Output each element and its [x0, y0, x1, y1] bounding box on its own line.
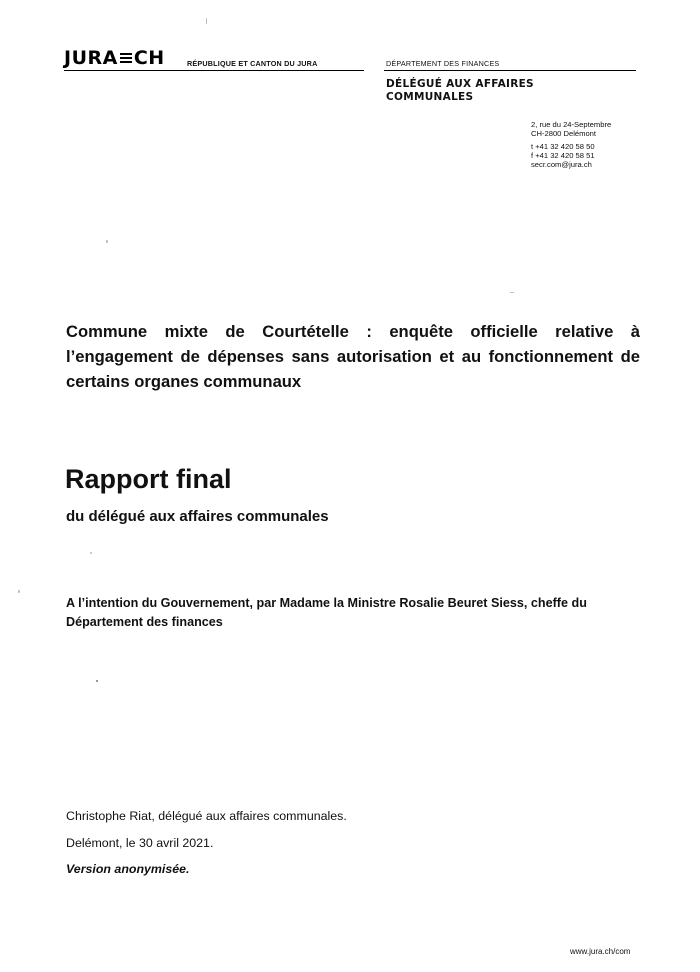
footer-url: www.jura.ch/com: [570, 947, 631, 956]
version-note: Version anonymisée.: [66, 862, 190, 876]
department-label: DÉPARTEMENT DES FINANCES: [386, 59, 500, 68]
scan-speck: [106, 240, 108, 243]
jura-ch-logo: [64, 48, 165, 68]
header-rule-left: [64, 70, 364, 71]
scan-speck: [96, 680, 98, 682]
address-street: 2, rue du 24-Septembre: [531, 120, 612, 129]
office-name: DÉLÉGUÉ AUX AFFAIRES COMMUNALES: [386, 78, 534, 103]
report-title: Rapport final: [65, 464, 232, 494]
address-city: CH-2800 Delémont: [531, 129, 596, 139]
scan-speck: [90, 552, 92, 554]
republic-label: RÉPUBLIQUE ET CANTON DU JURA: [187, 59, 318, 68]
address-block: [531, 120, 611, 169]
scan-speck: [18, 590, 20, 593]
scan-speck: [510, 292, 514, 293]
header-rule-right: [384, 70, 636, 71]
logo-text-jura: JURA: [64, 47, 118, 69]
address-fax: f +41 32 420 58 51: [531, 150, 595, 160]
address-phone: t +41 32 420 58 50: [531, 141, 595, 151]
signature-line: Christophe Riat, délégué aux affaires communales.: [66, 809, 347, 823]
logo-text-ch: CH: [133, 47, 165, 69]
address-email: secr.com@jura.ch: [531, 160, 592, 170]
date-line: Delémont, le 30 avril 2021.: [66, 836, 214, 850]
report-subject: Commune mixte de Courtételle : enquête officielle relative à l’engagement de dépenses sans autorisation et au fonctionnement de certains organes communaux: [66, 322, 640, 391]
crosier-icon: [119, 51, 133, 65]
scan-speck: [206, 18, 207, 24]
report-subtitle: du délégué aux affaires communales: [66, 508, 329, 525]
recipient-line: A l’intention du Gouvernement, par Madame la Ministre Rosalie Beuret Siess, cheffe du Département des finances: [66, 596, 587, 629]
